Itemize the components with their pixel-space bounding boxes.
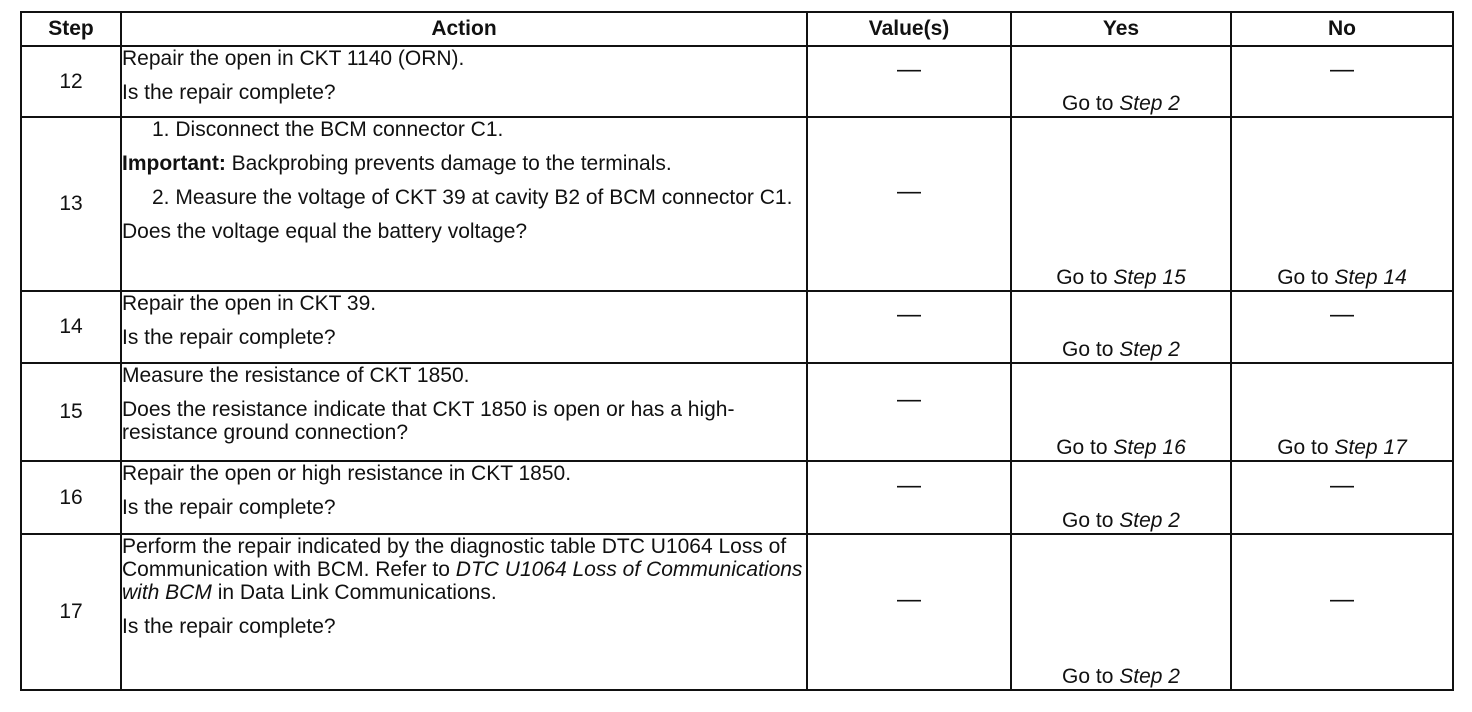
no-dash: — [1330,301,1354,328]
value-cell [807,117,1011,291]
yes-step-link: Step 2 [1119,338,1180,361]
action-question: Is the repair complete? [122,615,336,638]
dtc-reference: DTC U1064 Loss of Communications with BCM [122,558,803,604]
yes-step-link: Step 15 [1113,266,1186,289]
value-dash: — [897,301,921,328]
important-note [122,152,806,175]
action-cell [121,46,807,117]
step-number: 15 [21,363,121,461]
table-row-step-13 [21,117,1453,291]
action-question: Does the voltage equal the battery voltage? [122,220,528,243]
yes-cell [1011,461,1231,534]
no-cell [1231,534,1453,690]
item-text: Disconnect the BCM connector C1. [175,118,504,141]
yes-prefix: Go to [1056,266,1114,289]
action-question: Is the repair complete? [122,496,336,519]
no-dash: — [1330,586,1354,613]
yes-cell [1011,363,1231,461]
yes-step-link: Step 2 [1119,92,1180,115]
action-instruction: Repair the open or high resistance in CKT 1850. [122,462,572,485]
yes-step-link: Step 2 [1119,509,1180,532]
yes-prefix: Go to [1062,92,1120,115]
action-cell [121,534,807,690]
diagnostic-table [20,11,1454,691]
no-cell [1231,46,1453,117]
table-row-step-15 [21,363,1453,461]
action-question: Does the resistance indicate that CKT 1850 is open or has a high-resistance ground connection? [122,398,735,444]
value-cell [807,534,1011,690]
no-prefix: Go to [1277,436,1335,459]
yes-step-link: Step 2 [1119,665,1180,688]
yes-prefix: Go to [1062,665,1120,688]
important-label: Important: [122,152,226,175]
value-dash: — [897,386,921,413]
action-text-end: in Data Link Communications. [211,581,497,604]
action-instruction: Repair the open in CKT 1140 (ORN). [122,47,465,70]
action-item-1 [152,118,806,141]
table-row-step-17 [21,534,1453,690]
action-text: Perform the repair indicated by the diagnostic table DTC U1064 Loss of Communication with BCM. Refer to [122,535,787,581]
step-number: 14 [21,291,121,363]
yes-cell [1011,291,1231,363]
item-number: 1. [152,118,170,141]
header-row [21,12,1453,46]
value-cell [807,291,1011,363]
yes-cell [1011,117,1231,291]
action-question: Is the repair complete? [122,81,336,104]
header-action: Action [121,12,807,46]
no-step-link: Step 17 [1334,436,1407,459]
table-row-step-12 [21,46,1453,117]
table-row-step-14 [21,291,1453,363]
yes-prefix: Go to [1062,509,1120,532]
step-number: 17 [21,534,121,690]
step-number: 12 [21,46,121,117]
value-dash: — [897,471,921,499]
value-dash: — [897,178,921,205]
action-instruction: Repair the open in CKT 39. [122,292,377,315]
header-yes: Yes [1011,12,1231,46]
no-dash: — [1330,55,1354,83]
no-prefix: Go to [1277,266,1335,289]
no-cell [1231,117,1453,291]
action-item-2 [152,186,806,209]
value-cell [807,461,1011,534]
action-instruction: Measure the resistance of CKT 1850. [122,364,470,387]
action-cell [121,291,807,363]
header-no: No [1231,12,1453,46]
item-number: 2. [152,186,170,209]
no-cell [1231,291,1453,363]
yes-step-link: Step 16 [1113,436,1186,459]
header-values: Value(s) [807,12,1011,46]
step-number: 16 [21,461,121,534]
yes-cell [1011,534,1231,690]
value-dash: — [897,55,921,83]
no-step-link: Step 14 [1334,266,1407,289]
important-text: Backprobing prevents damage to the terminals. [225,152,672,175]
yes-prefix: Go to [1056,436,1114,459]
yes-cell [1011,46,1231,117]
yes-prefix: Go to [1062,338,1120,361]
no-cell [1231,461,1453,534]
no-cell [1231,363,1453,461]
step-number: 13 [21,117,121,291]
value-cell [807,46,1011,117]
value-cell [807,363,1011,461]
action-cell [121,461,807,534]
table-row-step-16 [21,461,1453,534]
item-text: Measure the voltage of CKT 39 at cavity B2 of BCM connector C1. [175,186,793,209]
action-question: Is the repair complete? [122,326,336,349]
action-instruction [122,535,806,604]
no-dash: — [1330,471,1354,499]
action-cell [121,363,807,461]
value-dash: — [897,586,921,613]
header-step: Step [21,12,121,46]
action-cell [121,117,807,291]
